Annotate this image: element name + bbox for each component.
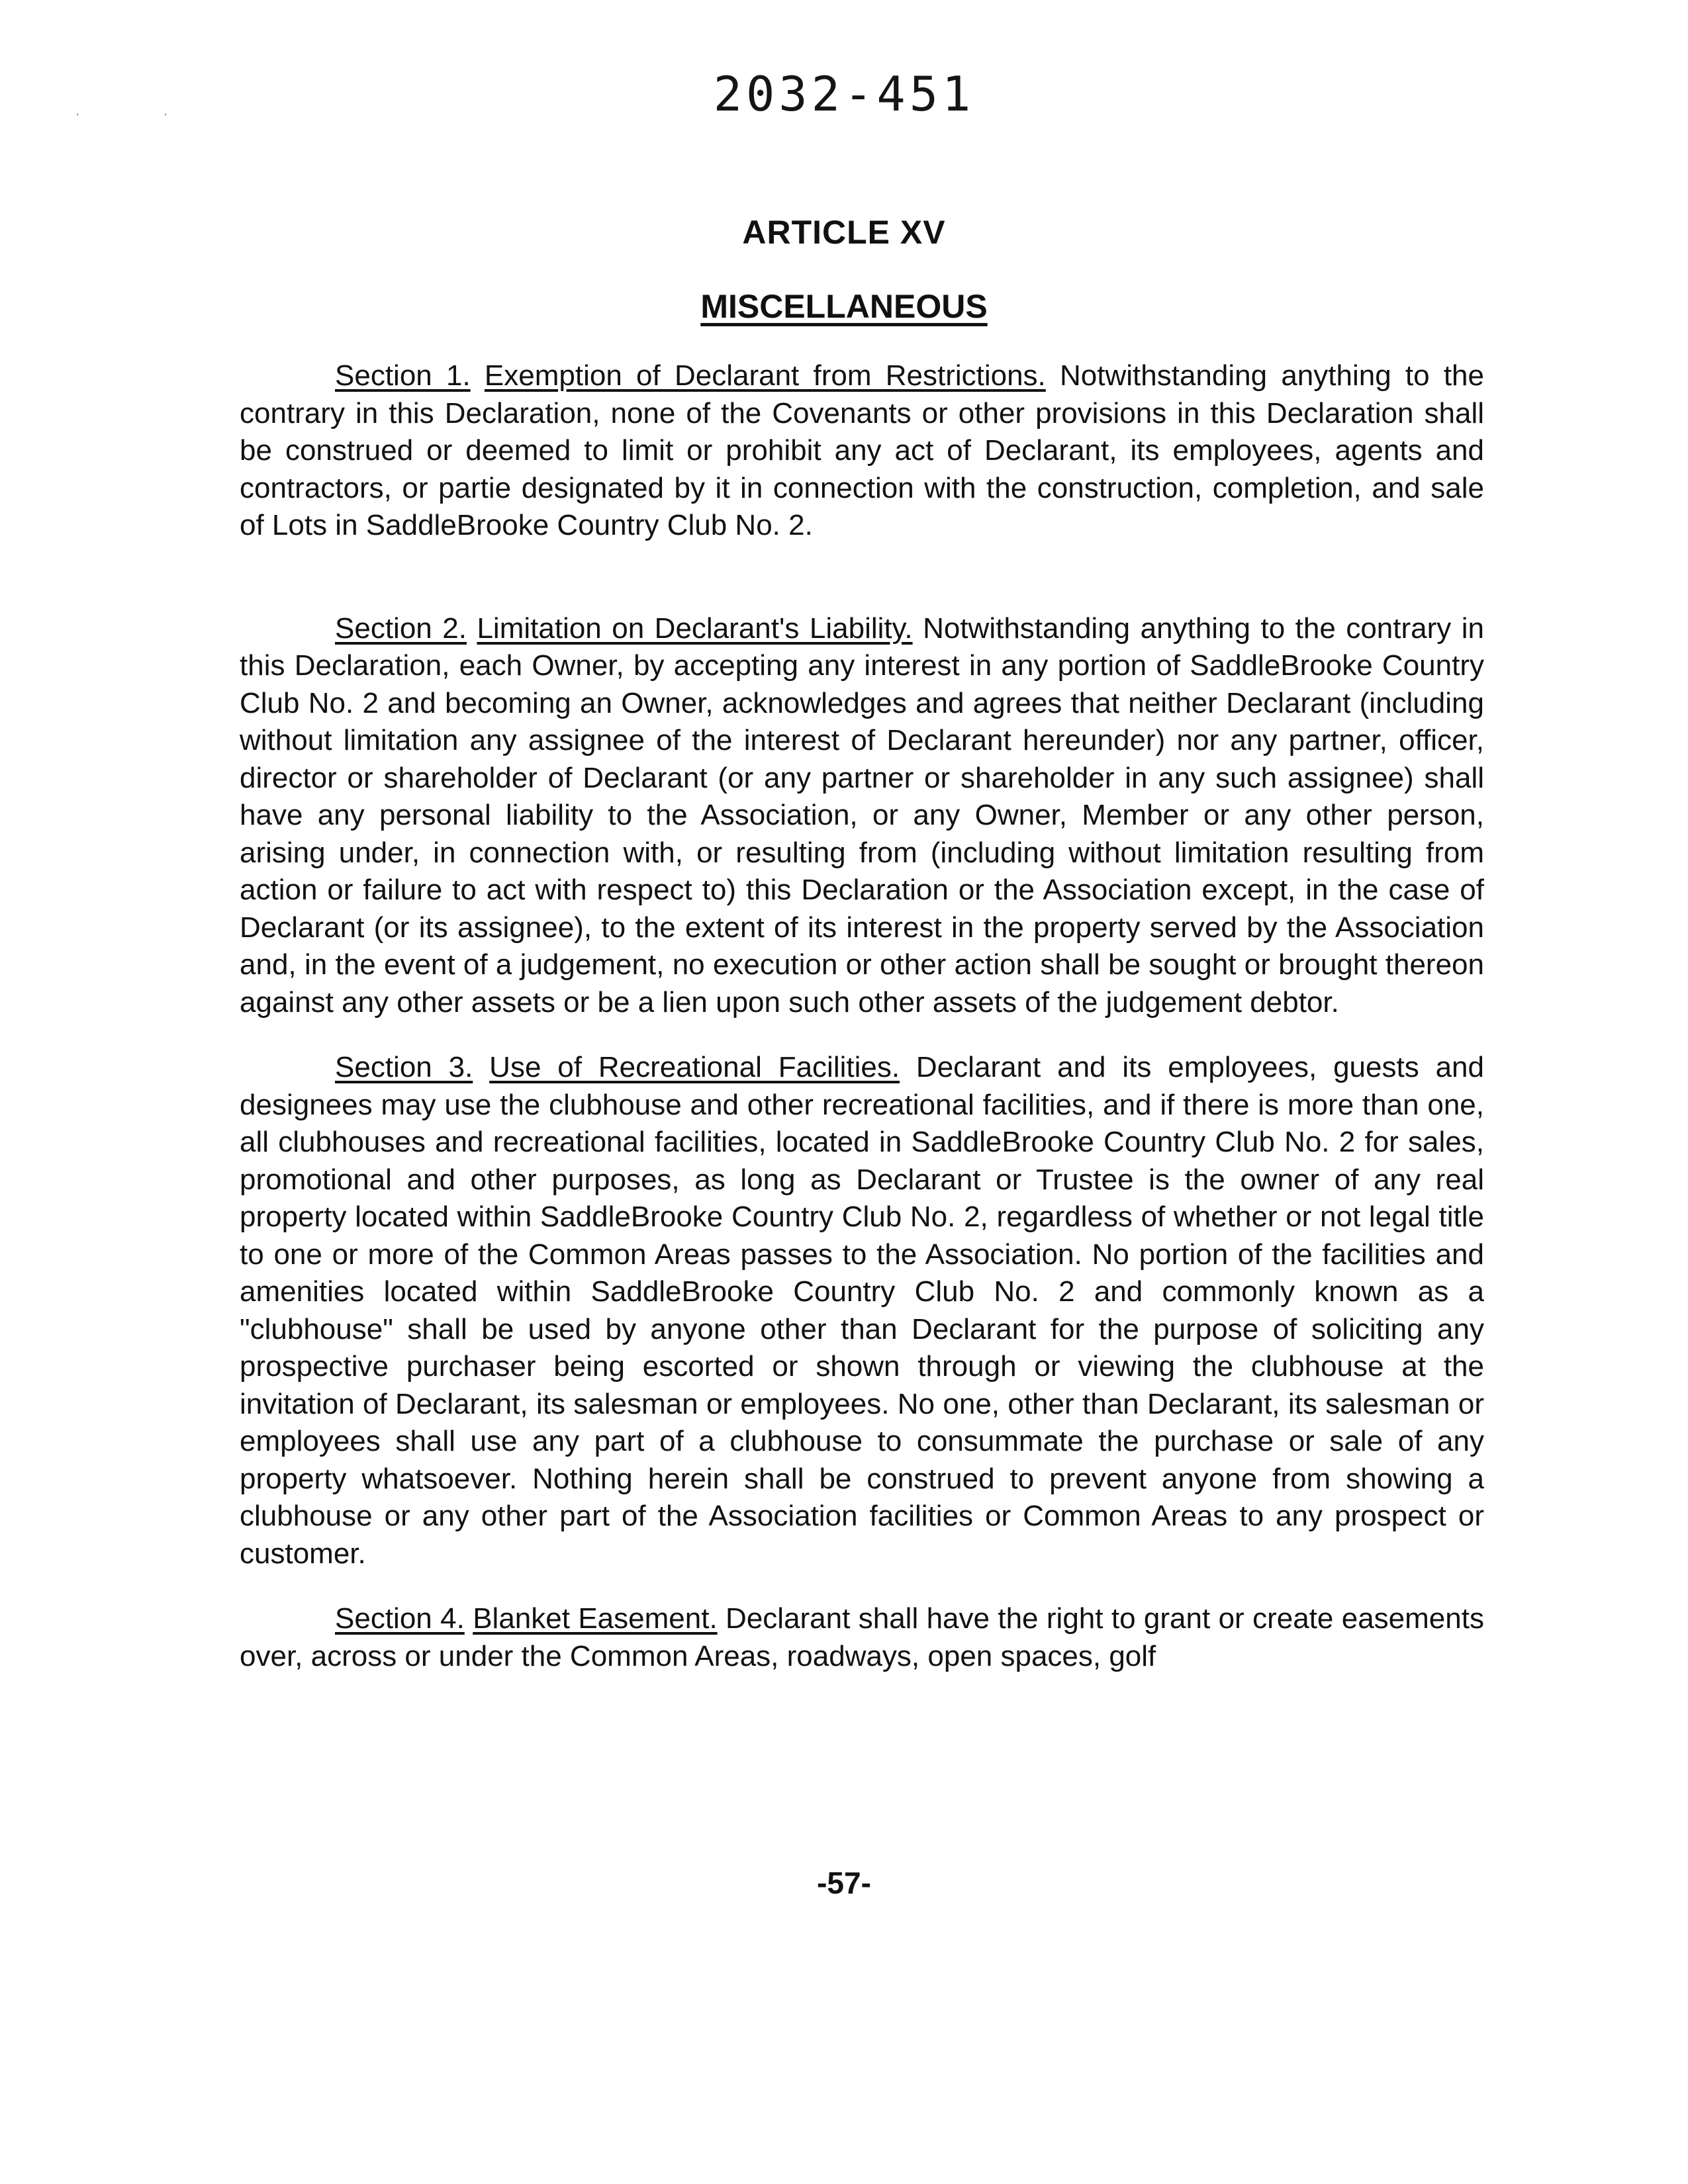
section-1-label: Section 1. bbox=[335, 359, 471, 392]
body-text bbox=[240, 357, 1484, 1675]
section-4-text: Declarant shall have the right to grant or create easements over, across or under the Common Areas, roadways, open spaces, golf bbox=[240, 1602, 1484, 1672]
section-3-text: Declarant and its employees, guests and designees may use the clubhouse and other recreational facilities, and if there is more than one, all clubhouses and recreational facilities, located in SaddleBrooke Country Club No. 2 for sales, promotional and other purposes, as long as Declarant or Trustee is the owner of any real property located within SaddleBrooke Country Club No. 2, regardless of whether or not legal title to one or more of the Common Areas passes to the Association. No portion of the facilities and amenities located within SaddleBrooke Country Club No. 2 and commonly known as a "clubhouse" shall be used by anyone other than Declarant for the purpose of soliciting any prospective purchaser being escorted or shown through or viewing the clubhouse at the invitation of Declarant, its salesman or employees. No one, other than Declarant, its salesman or employees shall use any part of a clubhouse to consummate the purchase or sale of any property whatsoever. Nothing herein shall be construed to prevent anyone from showing a clubhouse or any other part of the Association facilities or Common Areas to any prospect or customer. bbox=[240, 1051, 1484, 1570]
section-2-paragraph bbox=[240, 610, 1484, 1022]
scan-specks: ' ' bbox=[77, 111, 167, 122]
section-4-heading: Blanket Easement. bbox=[473, 1602, 718, 1635]
section-3-heading: Use of Recreational Facilities. bbox=[489, 1051, 900, 1083]
section-3-label: Section 3. bbox=[335, 1051, 473, 1083]
section-3-paragraph bbox=[240, 1049, 1484, 1572]
article-subtitle: MISCELLANEOUS bbox=[700, 288, 988, 325]
page-number: -57- bbox=[817, 1866, 871, 1900]
section-1-paragraph bbox=[240, 357, 1484, 545]
article-title: ARTICLE XV bbox=[742, 214, 946, 251]
section-4-paragraph bbox=[240, 1600, 1484, 1675]
section-1-text: Notwithstanding anything to the contrary in this Declaration, none of the Covenants or other provisions in this Declaration shall be construed or deemed to limit or prohibit any act of Declarant, its employees, agents and contractors, or partie designated by it in connection with the construction, completion, and sale of Lots in SaddleBrooke Country Club No. 2. bbox=[240, 359, 1484, 541]
section-2-heading: Limitation on Declarant's Liability. bbox=[477, 612, 913, 645]
section-2-text: Notwithstanding anything to the contrary in this Declaration, each Owner, by accepting any interest in any portion of SaddleBrooke Country Club No. 2 and becoming an Owner, acknowledges and agrees that neither Declarant (including without limitation any assignee of the interest of Declarant hereunder) nor any partner, officer, director or shareholder of Declarant (or any partner or shareholder in any such assignee) shall have any personal liability to the Association, or any Owner, Member or any other person, arising under, in connection with, or resulting from (including without limitation resulting from action or failure to act with respect to) this Declaration or the Association except, in the case of Declarant (or its assignee), to the extent of its interest in the property served by the Association and, in the event of a judgement, no execution or other action shall be sought or brought thereon against any other assets or be a lien upon such other assets of the judgement debtor. bbox=[240, 612, 1484, 1019]
document-number: 2032-451 bbox=[713, 66, 975, 122]
section-2-label: Section 2. bbox=[335, 612, 467, 645]
section-4-label: Section 4. bbox=[335, 1602, 465, 1635]
section-1-heading: Exemption of Declarant from Restrictions. bbox=[484, 359, 1046, 392]
